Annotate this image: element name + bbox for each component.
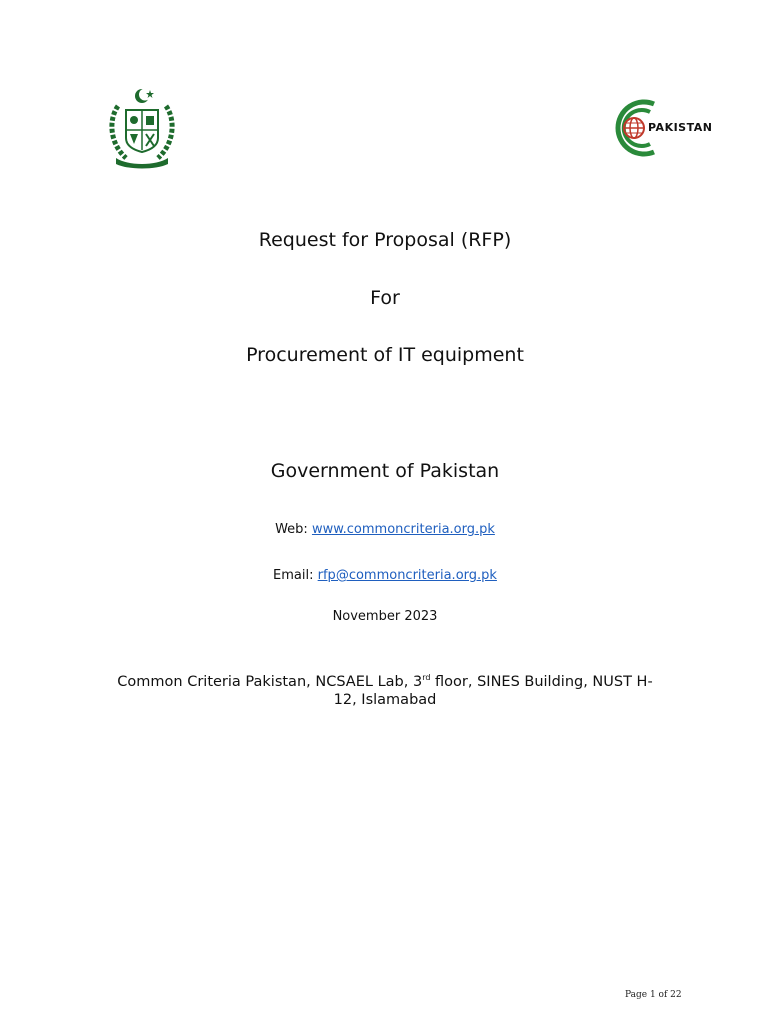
document-date: November 2023: [332, 609, 438, 624]
web-line: [0, 522, 770, 537]
title-connector: For: [370, 287, 400, 309]
address-line2: 12, Islamabad: [333, 692, 437, 708]
page-number: Page 1 of 22: [625, 990, 682, 1000]
issuing-authority: Government of Pakistan: [270, 460, 500, 482]
web-label: Web:: [275, 522, 308, 537]
government-of-pakistan-emblem-icon: [104, 86, 180, 170]
email-line: [0, 568, 770, 583]
email-link[interactable]: rfp@commoncriteria.org.pk: [317, 568, 497, 583]
address-part1: Common Criteria Pakistan, NCSAEL Lab, 3: [117, 674, 423, 690]
address: [0, 673, 770, 709]
document-title: Request for Proposal (RFP): [258, 229, 512, 251]
website-link[interactable]: www.commoncriteria.org.pk: [311, 522, 495, 537]
document-subject: Procurement of IT equipment: [246, 344, 524, 366]
address-superscript: rd: [422, 673, 431, 683]
logo-text: PAKISTAN: [648, 121, 713, 134]
email-label: Email:: [273, 568, 314, 583]
address-part2: floor, SINES Building, NUST H-: [430, 674, 653, 690]
